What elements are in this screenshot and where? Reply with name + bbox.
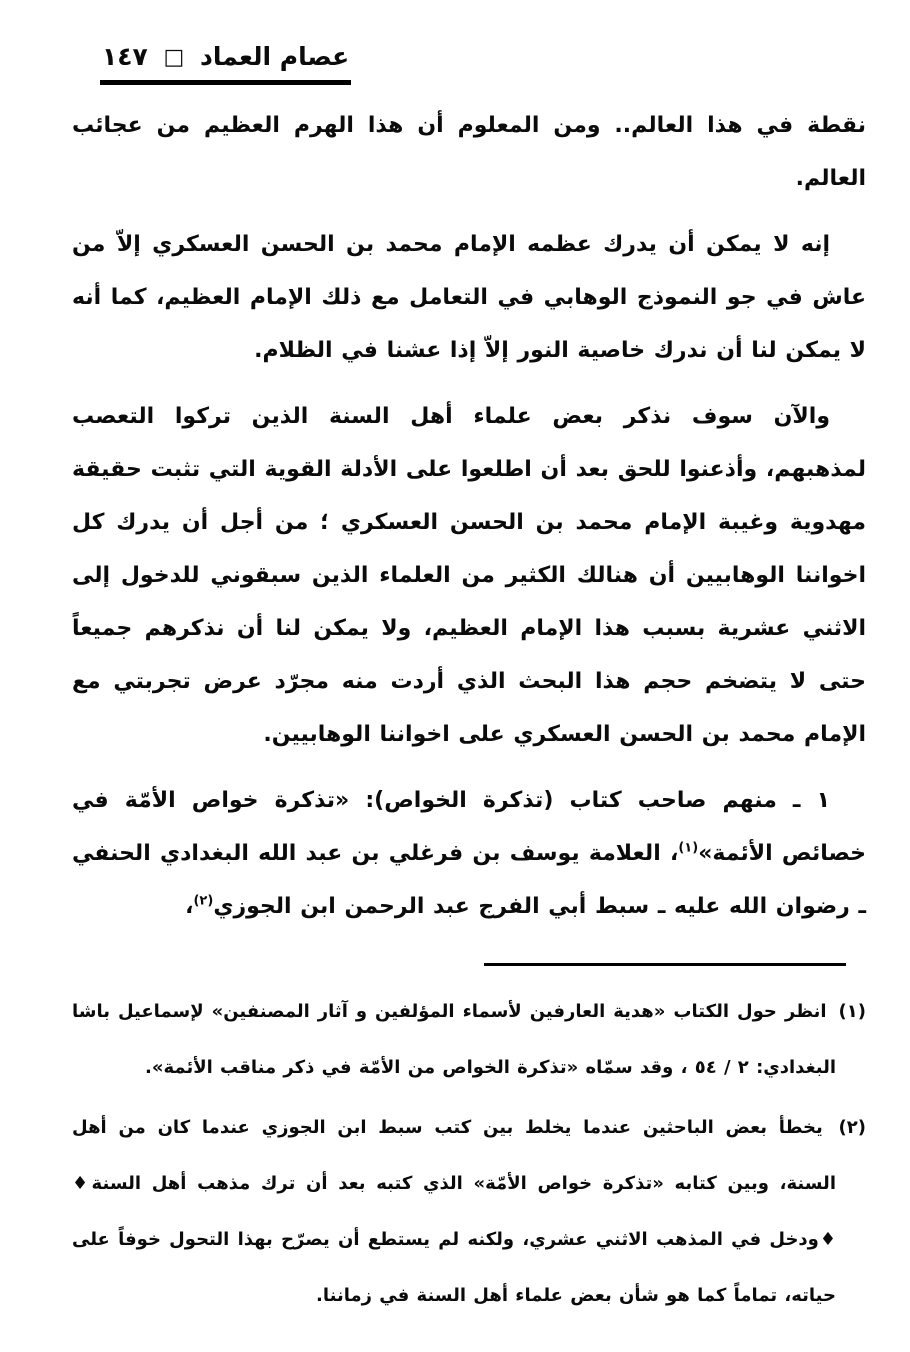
footnotes-section: [72, 963, 866, 1324]
footnote-text: يخطأ بعض الباحثين عندما يخلط بين كتب سبط ابن الجوزي عندما كان من أهل السنة، وبين كتابه «تذكرة خواص الأمّة» الذي كتبه بعد أن ترك مذهب أهل السنة♦ ♦ودخل في المذهب الاثني عشري، ولكنه لم يستطع أن يصرّح بهذا التحول خوفاً على حياته، تماماً كما هو شأن بعض علماء أهل السنة في زماننا.: [72, 1117, 836, 1306]
paragraph-text: ،: [185, 894, 194, 919]
book-title: عصام العماد: [200, 42, 350, 71]
paragraph: [72, 390, 866, 761]
footnote-text: انظر حول الكتاب «هدية العارفين لأسماء المؤلفين و آثار المصنفين» لإسماعيل باشا البغدادي: ٢ / ٥٤ ، وقد سمّاه «تذكرة الخواص من الأمّة في ذكر مناقب الأئمة».: [72, 1001, 836, 1078]
running-head: [100, 42, 351, 85]
footnote: [72, 984, 866, 1096]
footnote-marker: (٢): [838, 1117, 866, 1138]
paragraph-text: إنه لا يمكن أن يدرك عظمه الإمام محمد بن الحسن العسكري إلاّ من عاش في جو النموذج الوهابي في التعامل مع ذلك الإمام العظيم، كما أنه لا يمكن لنا أن ندرك خاصية النور إلاّ إذا عشنا في الظلام.: [72, 232, 866, 363]
paragraph-text: ، العلامة يوسف بن فرغلي بن عبد الله البغدادي الحنفي ـ رضوان الله عليه ـ سبط أبي الفرج عبد الرحمن ابن الجوزي: [72, 841, 866, 919]
footnote-reference: (١): [678, 840, 699, 856]
page-number: ١٤٧: [102, 42, 148, 71]
paragraph-text: ١ ـ منهم صاحب كتاب (تذكرة الخواص): «تذكرة خواص الأمّة في خصائص الأئمة»: [72, 788, 866, 866]
paragraph: [72, 218, 866, 377]
running-head-row: [72, 42, 866, 85]
footnote-separator: [484, 963, 846, 966]
footnote-marker: (١): [838, 1001, 866, 1022]
paragraph-text: نقطة في هذا العالم.. ومن المعلوم أن هذا الهرم العظيم من عجائب العالم.: [72, 113, 866, 191]
footnote-reference: (٢): [193, 893, 214, 909]
paragraph: [72, 99, 866, 205]
body-text: [72, 99, 866, 933]
footnote: [72, 1100, 866, 1324]
footnotes-list: [72, 984, 866, 1324]
square-divider-icon: □: [163, 45, 185, 70]
paragraph: [72, 774, 866, 933]
paragraph-text: والآن سوف نذكر بعض علماء أهل السنة الذين تركوا التعصب لمذهبهم، وأذعنوا للحق بعد أن اطلعوا على الأدلة القوية التي تثبت حقيقة مهدوية وغيبة الإمام محمد بن الحسن العسكري ؛ من أجل أن يدرك كل اخواننا الوهابيين أن هنالك الكثير من العلماء الذين سبقوني للدخول إلى الاثني عشرية بسبب هذا الإمام العظيم، ولا يمكن لنا أن نذكرهم جميعاً حتى لا يتضخم حجم هذا البحث الذي أردت منه مجرّد عرض تجربتي مع الإمام محمد بن الحسن العسكري على اخواننا الوهابيين.: [72, 404, 866, 747]
